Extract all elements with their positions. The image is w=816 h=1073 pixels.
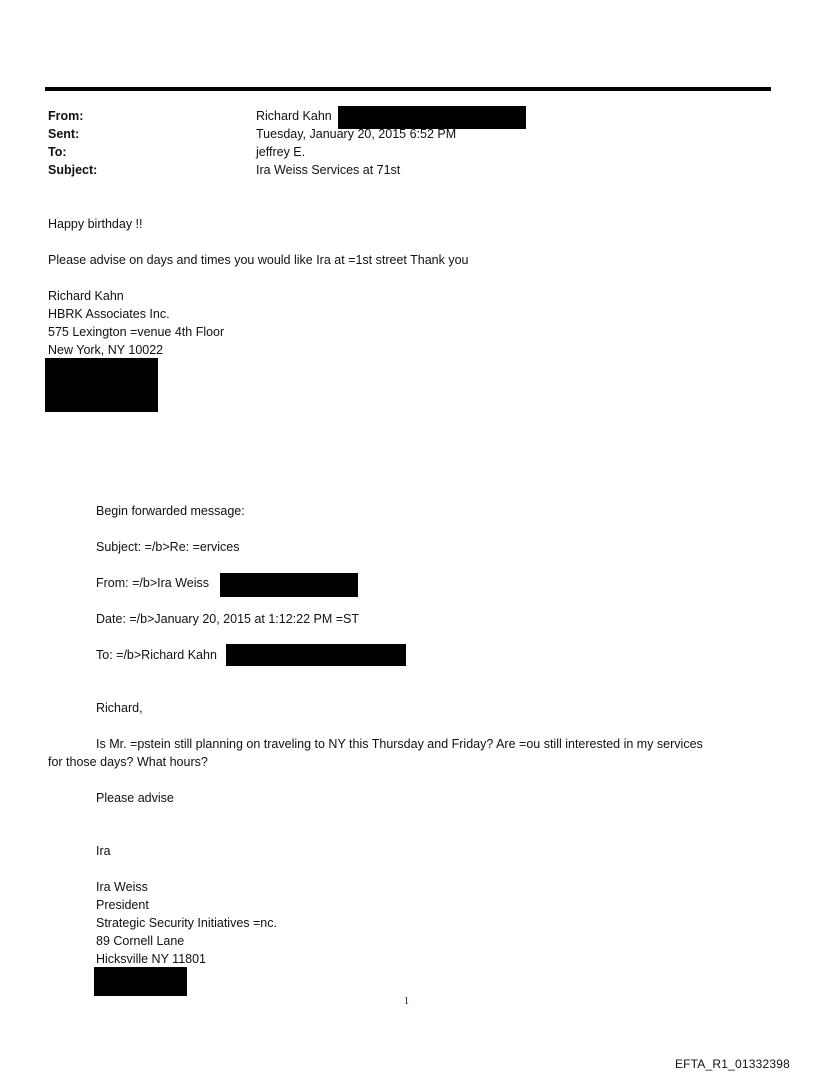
forward-question-line-1: Is Mr. =pstein still planning on traveling to NY this Thursday and Friday? Are =ou still interested in my services xyxy=(96,737,703,751)
subject-value: Ira Weiss Services at 71st xyxy=(256,163,401,177)
signature-company: HBRK Associates Inc. xyxy=(48,307,170,321)
redaction-forward-to-email xyxy=(226,644,406,666)
request-line: Please advise on days and times you would like Ira at =1st street Thank you xyxy=(48,253,469,267)
forward-signature-address-1: 89 Cornell Lane xyxy=(96,934,185,948)
redaction-forward-signature-contact xyxy=(94,967,187,996)
signature-name: Richard Kahn xyxy=(48,289,124,303)
forward-signature-address-2: Hicksville NY 11801 xyxy=(96,952,207,966)
forward-please-advise: Please advise xyxy=(96,791,174,805)
forward-salutation: Richard, xyxy=(96,701,143,715)
signature-address-1: 575 Lexington =venue 4th Floor xyxy=(48,325,225,339)
forward-signature-title: President xyxy=(96,898,149,912)
forward-signature-company: Strategic Security Initiatives =nc. xyxy=(96,916,277,930)
forward-to: To: =/b>Richard Kahn xyxy=(96,648,217,662)
forward-sign-off: Ira xyxy=(96,844,111,858)
to-label: To: xyxy=(48,145,67,159)
signature-address-2: New York, NY 10022 xyxy=(48,343,164,357)
forward-question-line-2: for those days? What hours? xyxy=(48,755,208,769)
header-rule xyxy=(45,87,771,91)
to-value: jeffrey E. xyxy=(256,145,306,159)
forward-subject: Subject: =/b>Re: =ervices xyxy=(96,540,240,554)
forward-from: From: =/b>Ira Weiss xyxy=(96,576,209,590)
subject-label: Subject: xyxy=(48,163,98,177)
greeting-line: Happy birthday !! xyxy=(48,217,143,231)
page-number: 1 xyxy=(404,996,409,1007)
redaction-forward-from-email xyxy=(220,573,358,597)
forward-signature-name: Ira Weiss xyxy=(96,880,148,894)
from-label: From: xyxy=(48,109,84,123)
sent-value: Tuesday, January 20, 2015 6:52 PM xyxy=(256,127,457,141)
from-value: Richard Kahn xyxy=(256,109,332,123)
redaction-signature-contact xyxy=(45,358,158,412)
sent-label: Sent: xyxy=(48,127,80,141)
document-id: EFTA_R1_01332398 xyxy=(674,1057,790,1071)
forward-intro: Begin forwarded message: xyxy=(96,504,245,518)
forward-date: Date: =/b>January 20, 2015 at 1:12:22 PM =ST xyxy=(96,612,360,626)
